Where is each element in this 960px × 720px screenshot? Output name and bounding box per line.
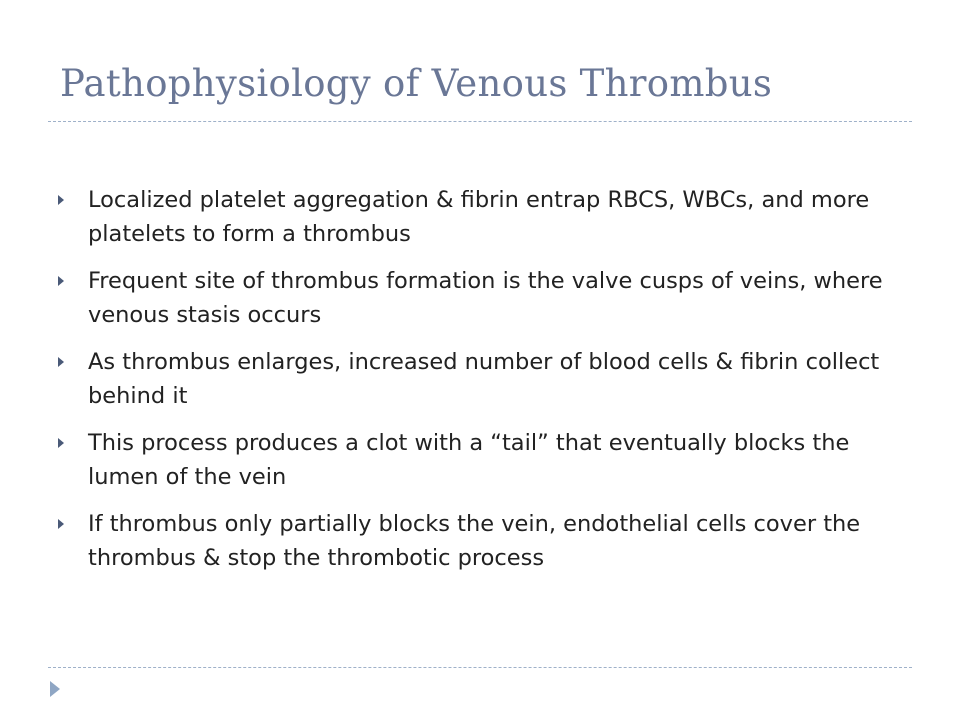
bullet-text: This process produces a clot with a “tail” that eventually blocks the lumen of the vein — [88, 430, 850, 490]
bullet-text: If thrombus only partially blocks the vein, endothelial cells cover the thrombus & stop the thrombotic process — [88, 511, 861, 571]
triangle-bullet-icon — [58, 438, 64, 448]
bullet-item — [58, 264, 918, 332]
bullet-item — [58, 426, 918, 494]
bullet-text: As thrombus enlarges, increased number of blood cells & fibrin collect behind it — [88, 349, 880, 409]
triangle-bullet-icon — [58, 195, 64, 205]
corner-triangle-icon — [50, 681, 60, 697]
footer-divider — [48, 667, 912, 668]
bullet-item — [58, 345, 918, 413]
slide-title: Pathophysiology of Venous Thrombus — [60, 62, 773, 105]
bullet-item — [58, 507, 918, 575]
title-divider — [48, 121, 912, 122]
triangle-bullet-icon — [58, 276, 64, 286]
bullet-list — [58, 183, 918, 588]
bullet-text: Localized platelet aggregation & fibrin entrap RBCS, WBCs, and more platelets to form a thrombus — [88, 187, 870, 247]
triangle-bullet-icon — [58, 357, 64, 367]
bullet-item — [58, 183, 918, 251]
triangle-bullet-icon — [58, 519, 64, 529]
bullet-text: Frequent site of thrombus formation is the valve cusps of veins, where venous stasis occurs — [88, 268, 883, 328]
